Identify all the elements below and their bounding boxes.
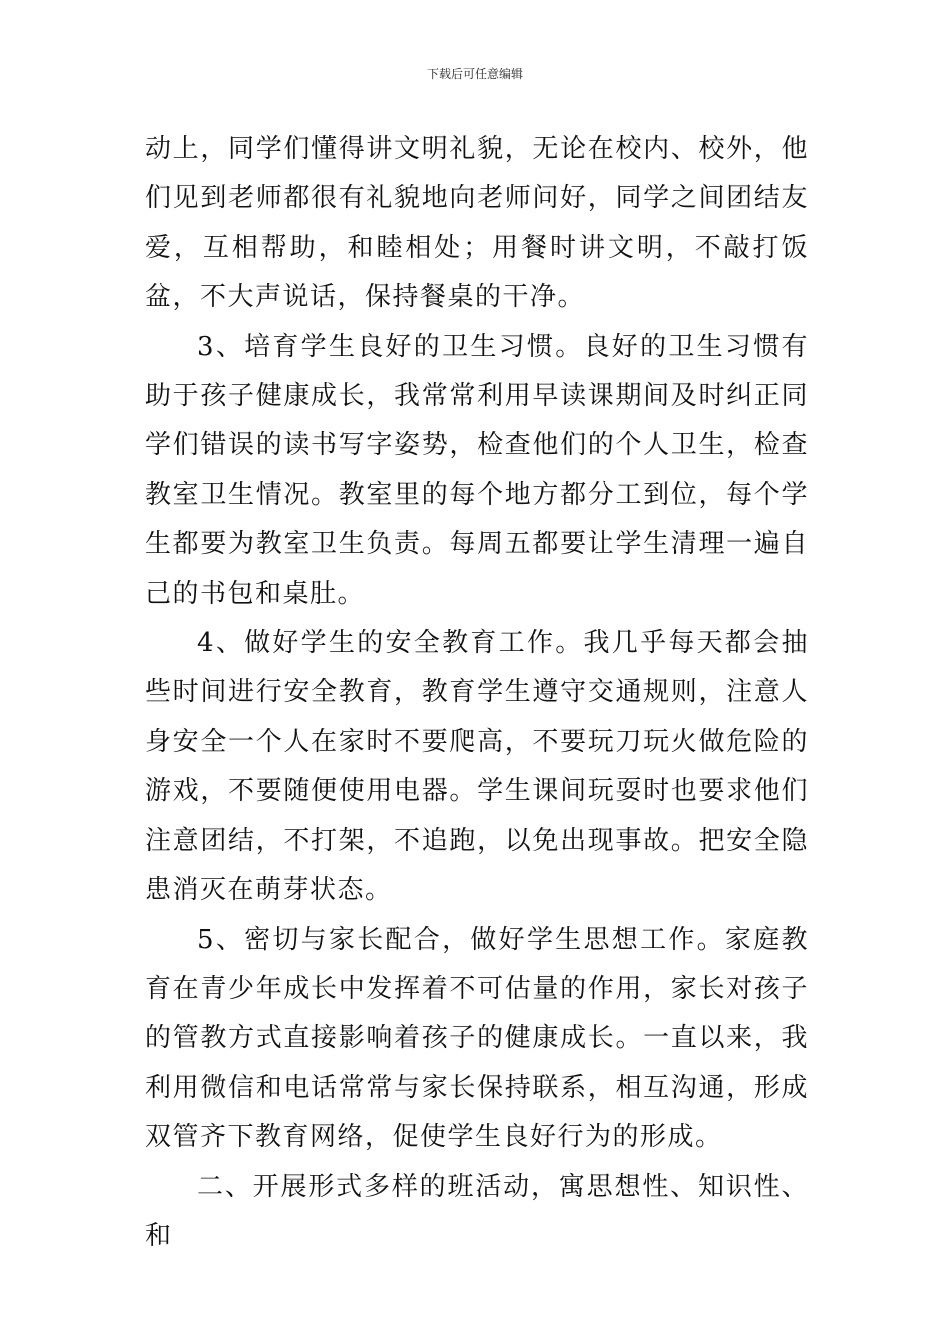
paragraph-hygiene-habits: 3、培育学生良好的卫生习惯。良好的卫生习惯有助于孩子健康成长，我常常利用早读课期间及时纠正同学们错误的读书写字姿势，检查他们的个人卫生，检查教室卫生情况。教室里的每个地方都分工到位，每个学生都要为教室卫生负责。每周五都要让学生清理一遍自己的书包和桌肚。 (145, 331, 809, 609)
page-header: 下载后可任意编辑 (426, 67, 523, 81)
paragraph-parent-cooperation: 5、密切与家长配合，做好学生思想工作。家庭教育在青少年成长中发挥着不可估量的作用，家长对孩子的管教方式直接影响着孩子的健康成长。一直以来，我利用微信和电话常常与家长保持联系，相互沟通，形成双管齐下教育网络，促使学生良好行为的形成。 (145, 924, 809, 1153)
paragraph-safety-education: 4、做好学生的安全教育工作。我几乎每天都会抽些时间进行安全教育，教育学生遵守交通规则，注意人身安全一个人在家时不要爬高，不要玩刀玩火做危险的游戏，不要随便使用电器。学生课间玩耍时也要求他们注意团结，不打架，不追跑，以免出现事故。把安全隐患消灭在萌芽状态。 (145, 628, 809, 906)
paragraph-continuation: 动上，同学们懂得讲文明礼貌，无论在校内、校外，他们见到老师都很有礼貌地向老师问好，同学之间团结友爱，互相帮助，和睦相处；用餐时讲文明，不敲打饭盆，不大声说话，保持餐桌的干净。 (145, 134, 809, 313)
document-body (145, 125, 809, 1261)
paragraph-class-activities: 二、开展形式多样的班活动，寓思想性、知识性、和 (145, 1171, 809, 1251)
